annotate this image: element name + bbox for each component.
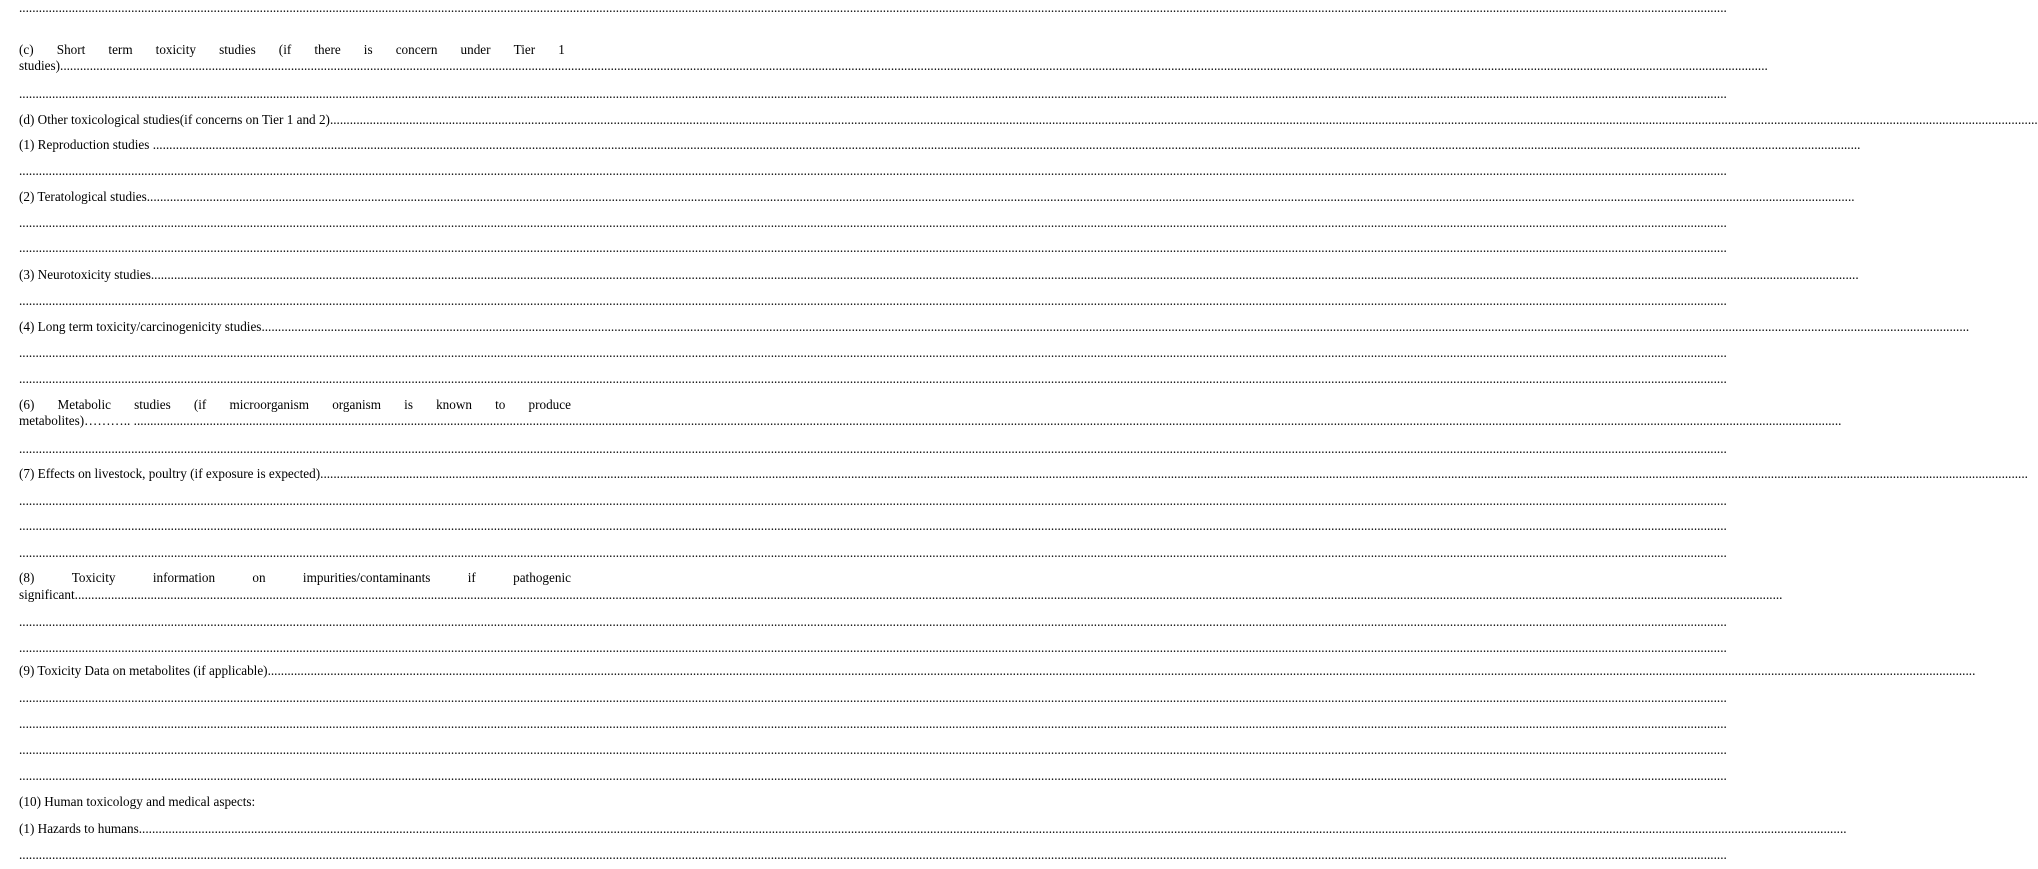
dotted-line: ......................................................................................................................................................................................................................................................................................................................................................................................................................................................................................................................................	[19, 716, 1727, 731]
item-neurotoxicity-studies: (3) Neurotoxicity studies......................................................................................................................................................................................................................................................................................................................................................................................................................................................................................................................................	[19, 267, 1859, 282]
dotted-line: ......................................................................................................................................................................................................................................................................................................................................................................................................................................................................................................................................	[19, 768, 1727, 783]
dotted-line: ......................................................................................................................................................................................................................................................................................................................................................................................................................................................................................................................................	[19, 0, 1727, 15]
section-d-heading: (d) Other toxicological studies(if concerns on Tier 1 and 2)......................................................................................................................................................................................................................................................................................................................................................................................................................................................................................................................................	[19, 112, 2038, 127]
dotted-line: ......................................................................................................................................................................................................................................................................................................................................................................................................................................................................................................................................	[19, 847, 1727, 862]
dotted-line: ......................................................................................................................................................................................................................................................................................................................................................................................................................................................................................................................................	[19, 614, 1727, 629]
dotted-line: ......................................................................................................................................................................................................................................................................................................................................................................................................................................................................................................................................	[19, 493, 1727, 508]
item-effects-livestock: (7) Effects on livestock, poultry (if exposure is expected)......................................................................................................................................................................................................................................................................................................................................................................................................................................................................................................................................	[19, 466, 2028, 481]
dotted-line: ......................................................................................................................................................................................................................................................................................................................................................................................................................................................................................................................................	[19, 240, 1727, 255]
dotted-line: ......................................................................................................................................................................................................................................................................................................................................................................................................................................................................................................................................	[19, 293, 1727, 308]
dotted-line: ......................................................................................................................................................................................................................................................................................................................................................................................................................................................................................................................................	[19, 86, 1727, 101]
dotted-line: ......................................................................................................................................................................................................................................................................................................................................................................................................................................................................................................................................	[19, 545, 1727, 560]
item-metabolic-continued: metabolites)……….. ......................................................................................................................................................................................................................................................................................................................................................................................................................................................................................................................................	[19, 413, 1842, 428]
dotted-line: ......................................................................................................................................................................................................................................................................................................................................................................................................................................................................................................................................	[19, 742, 1727, 757]
section-c-heading: (c) Short term toxicity studies (if there is concern under Tier 1	[19, 42, 565, 57]
item-reproduction-studies: (1) Reproduction studies ......................................................................................................................................................................................................................................................................................................................................................................................................................................................................................................................................	[19, 137, 1861, 152]
dotted-line: ......................................................................................................................................................................................................................................................................................................................................................................................................................................................................................................................................	[19, 163, 1727, 178]
dotted-line: ......................................................................................................................................................................................................................................................................................................................................................................................................................................................................................................................................	[19, 215, 1727, 230]
dotted-line: ......................................................................................................................................................................................................................................................................................................................................................................................................................................................................................................................................	[19, 690, 1727, 705]
item-metabolic-studies: (6) Metabolic studies (if microorganism organism is known to produce	[19, 397, 571, 412]
item-impurities-toxicity: (8) Toxicity information on impurities/contaminants if pathogenic	[19, 570, 571, 585]
section-c-continued: studies)......................................................................................................................................................................................................................................................................................................................................................................................................................................................................................................................................	[19, 58, 1768, 73]
item-metabolite-toxicity: (9) Toxicity Data on metabolites (if applicable)......................................................................................................................................................................................................................................................................................................................................................................................................................................................................................................................................	[19, 663, 1976, 678]
dotted-line: ......................................................................................................................................................................................................................................................................................................................................................................................................................................................................................................................................	[19, 371, 1727, 386]
dotted-line: ......................................................................................................................................................................................................................................................................................................................................................................................................................................................................................................................................	[19, 518, 1727, 533]
item-long-term-toxicity: (4) Long term toxicity/carcinogenicity studies......................................................................................................................................................................................................................................................................................................................................................................................................................................................................................................................................	[19, 319, 1970, 334]
item-teratological-studies: (2) Teratological studies......................................................................................................................................................................................................................................................................................................................................................................................................................................................................................................................................	[19, 189, 1855, 204]
dotted-line: ......................................................................................................................................................................................................................................................................................................................................................................................................................................................................................................................................	[19, 441, 1727, 456]
item-human-toxicology: (10) Human toxicology and medical aspects:	[19, 794, 256, 809]
dotted-line: ......................................................................................................................................................................................................................................................................................................................................................................................................................................................................................................................................	[19, 640, 1727, 655]
item-hazards-to-humans: (1) Hazards to humans......................................................................................................................................................................................................................................................................................................................................................................................................................................................................................................................................	[19, 821, 1847, 836]
item-impurities-continued: significant......................................................................................................................................................................................................................................................................................................................................................................................................................................................................................................................................	[19, 587, 1783, 602]
dotted-line: ......................................................................................................................................................................................................................................................................................................................................................................................................................................................................................................................................	[19, 345, 1727, 360]
